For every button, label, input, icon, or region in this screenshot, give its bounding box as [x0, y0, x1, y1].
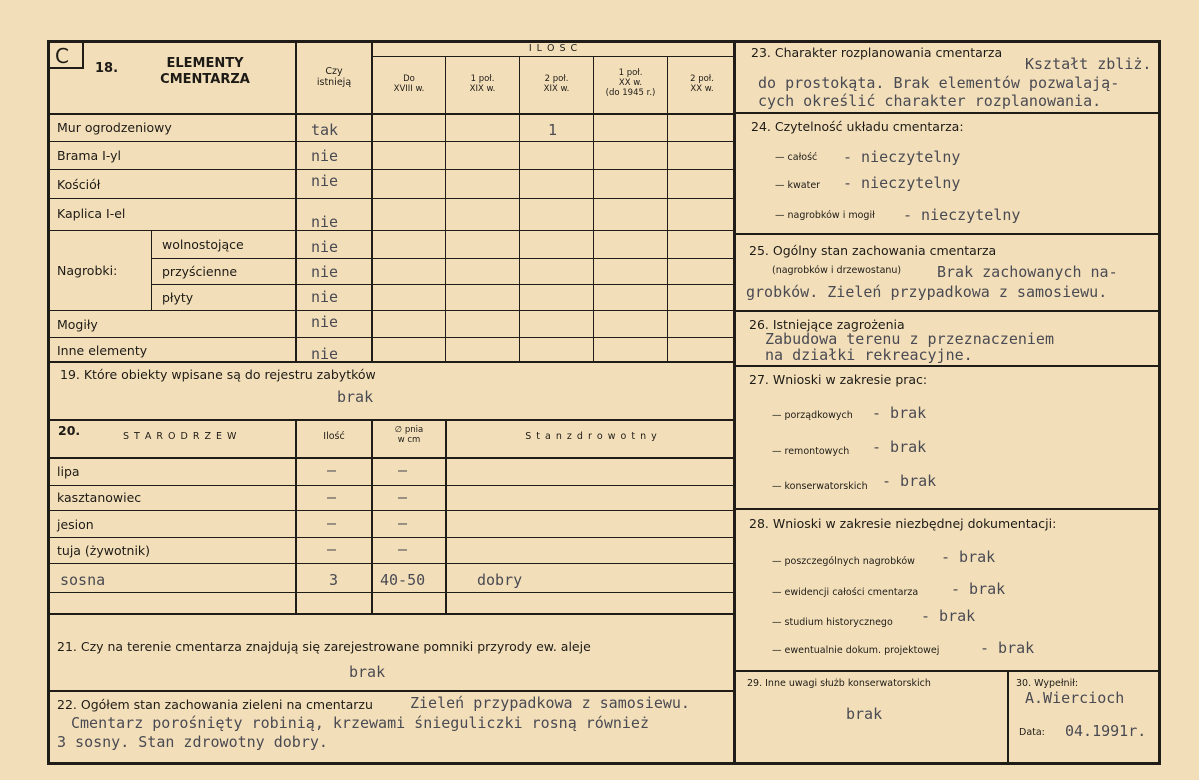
section-26-question: 26. Istniejące zagrożenia: [749, 317, 905, 332]
tree-tuja: tuja (żywotnik): [57, 543, 151, 558]
row-label-mur: Mur ogrodzeniowy: [57, 120, 172, 135]
col-2pol-xx: 2 poł. XX w.: [690, 74, 714, 94]
section-23-question: 23. Charakter rozplanowania cmentarza: [751, 45, 1003, 60]
section-22-answer-l3: 3 sosny. Stan zdrowotny dobry.: [57, 733, 328, 751]
col-diam-header: ∅ pnia w cm: [394, 425, 424, 445]
diam-kasztanowiec: –: [398, 488, 408, 506]
section-24-question: 24. Czytelność układu cmentarza:: [751, 119, 964, 134]
col-count-header: Ilość: [323, 431, 345, 442]
doc-records-label: — ewidencji całości cmentarza: [772, 587, 919, 598]
section-27-question: 27. Wnioski w zakresie prac:: [749, 372, 928, 387]
row-label-kosciol: Kościół: [57, 177, 101, 192]
diam-lipa: –: [398, 461, 408, 479]
count-jesion: –: [327, 514, 337, 532]
section-23-answer-l3: cych określić charakter rozplanowania.: [758, 92, 1102, 110]
section-21-question: 21. Czy na terenie cmentarza znajdują się zarejestrowane pomniki przyrody ew. aleje: [57, 639, 591, 654]
section-20-number: 20.: [58, 423, 81, 438]
col-health-header: S t a n z d r o w o t n y: [525, 431, 658, 442]
diam-sosna: 40-50: [380, 571, 426, 589]
count-kasztanowiec: –: [327, 488, 337, 506]
row-label-wolnostojace: wolnostojące: [162, 237, 244, 252]
count-tuja: –: [327, 540, 337, 558]
section-19-answer: brak: [337, 388, 374, 406]
section-26-answer-l1: Zabudowa terenu z przeznaczeniem: [765, 330, 1054, 348]
section-23-answer-l2: do prostokąta. Brak elementów pozwalają-: [758, 74, 1120, 92]
form-code: C: [55, 44, 69, 68]
row-label-przyscienne: przyścienne: [162, 264, 238, 279]
section-30-label: 30. Wypełnił:: [1016, 678, 1079, 689]
section-21-answer: brak: [349, 663, 386, 681]
doc-records-answer: - brak: [951, 580, 1006, 598]
tree-sosna: sosna: [60, 571, 106, 589]
exists-wolnostojace: nie: [311, 238, 339, 256]
works-conservation-answer: - brak: [882, 472, 937, 490]
works-repair-answer: - brak: [872, 438, 927, 456]
section-25-answer-l1: Brak zachowanych na-: [937, 263, 1118, 281]
works-cleanup-answer: - brak: [872, 404, 927, 422]
row-label-kaplica: Kaplica I-el: [57, 206, 126, 221]
count-lipa: –: [327, 461, 337, 479]
row-label-nagrobki: Nagrobki:: [57, 263, 118, 278]
doc-history-label: — studium historycznego: [772, 617, 893, 628]
section-25-sub: (nagrobków i drzewostanu): [772, 265, 902, 276]
diam-tuja: –: [398, 540, 408, 558]
exists-kosciol: nie: [311, 172, 339, 190]
exists-brama: nie: [311, 147, 339, 165]
section-28-question: 28. Wnioski w zakresie niezbędnej dokumentacji:: [749, 516, 1057, 531]
works-conservation-label: — konserwatorskich: [772, 481, 868, 492]
section-29-answer: brak: [846, 705, 883, 723]
readability-whole-label: — całość: [775, 152, 818, 163]
filled-by-name: A.Wiercioch: [1025, 689, 1125, 707]
section-22-question: 22. Ogółem stan zachowania zieleni na cmentarzu: [57, 697, 373, 712]
row-label-plyty: płyty: [162, 290, 194, 305]
section-22-answer-l1: Zieleń przypadkowa z samosiewu.: [410, 694, 690, 712]
doc-graves-label: — poszczególnych nagrobków: [772, 556, 915, 567]
exists-plyty: nie: [311, 288, 339, 306]
doc-history-answer: - brak: [921, 607, 976, 625]
exists-inne: nie: [311, 345, 339, 363]
section-22-answer-l2: Cmentarz porośnięty robinią, krzewami śnieguliczki rosną również: [71, 714, 649, 732]
tree-lipa: lipa: [57, 464, 80, 479]
date-value: 04.1991r.: [1065, 722, 1147, 740]
row-label-mogily: Mogiły: [57, 317, 98, 332]
health-sosna: dobry: [477, 571, 523, 589]
exists-mur: tak: [311, 121, 339, 139]
section-25-answer-l2: grobków. Zieleń przypadkowa z samosiewu.: [746, 283, 1108, 301]
section-26-answer-l2: na działki rekreacyjne.: [765, 346, 973, 364]
row-label-inne: Inne elementy: [57, 343, 148, 358]
works-repair-label: — remontowych: [772, 446, 850, 457]
section-20-title: S T A R O D R Z E W: [123, 431, 238, 442]
date-label: Data:: [1019, 727, 1045, 738]
col-2pol-xix: 2 poł. XIX w.: [543, 74, 570, 94]
ilosc-header: I L O Ś Ć: [528, 43, 579, 54]
col-exists-header: Czy istnieją: [316, 66, 352, 88]
exists-kaplica: nie: [311, 213, 339, 231]
section-18-title: ELEMENTY CMENTARZA: [160, 56, 250, 87]
readability-graves-label: — nagrobków i mogił: [775, 210, 875, 221]
section-19-question: 19. Które obiekty wpisane są do rejestru zabytków: [60, 367, 376, 382]
readability-quarters-answer: - nieczytelny: [843, 174, 961, 192]
exists-mogily: nie: [311, 313, 339, 331]
section-18-number: 18.: [95, 61, 119, 76]
tree-kasztanowiec: kasztanowiec: [57, 490, 142, 505]
doc-graves-answer: - brak: [941, 548, 996, 566]
doc-project-answer: - brak: [980, 639, 1035, 657]
doc-project-label: — ewentualnie dokum. projektowej: [772, 645, 940, 656]
readability-whole-answer: - nieczytelny: [843, 148, 961, 166]
section-23-answer-l1: Kształt zbliż.: [1025, 55, 1152, 73]
diam-jesion: –: [398, 514, 408, 532]
tree-jesion: jesion: [57, 517, 94, 532]
col-1pol-xx: 1 poł. XX w. (do 1945 r.): [605, 68, 656, 98]
col-do-xviii: Do XVIII w.: [393, 74, 425, 94]
count-sosna: 3: [329, 571, 339, 589]
readability-graves-answer: - nieczytelny: [903, 206, 1021, 224]
row-label-brama: Brama I-yl: [57, 148, 122, 163]
count-mur-2pol-xix: 1: [548, 121, 558, 139]
readability-quarters-label: — kwater: [775, 180, 821, 191]
exists-przyscienne: nie: [311, 263, 339, 281]
section-29-question: 29. Inne uwagi służb konserwatorskich: [747, 678, 931, 689]
col-1pol-xix: 1 poł. XIX w.: [469, 74, 496, 94]
section-25-question: 25. Ogólny stan zachowania cmentarza: [749, 243, 997, 258]
works-cleanup-label: — porządkowych: [772, 410, 853, 421]
